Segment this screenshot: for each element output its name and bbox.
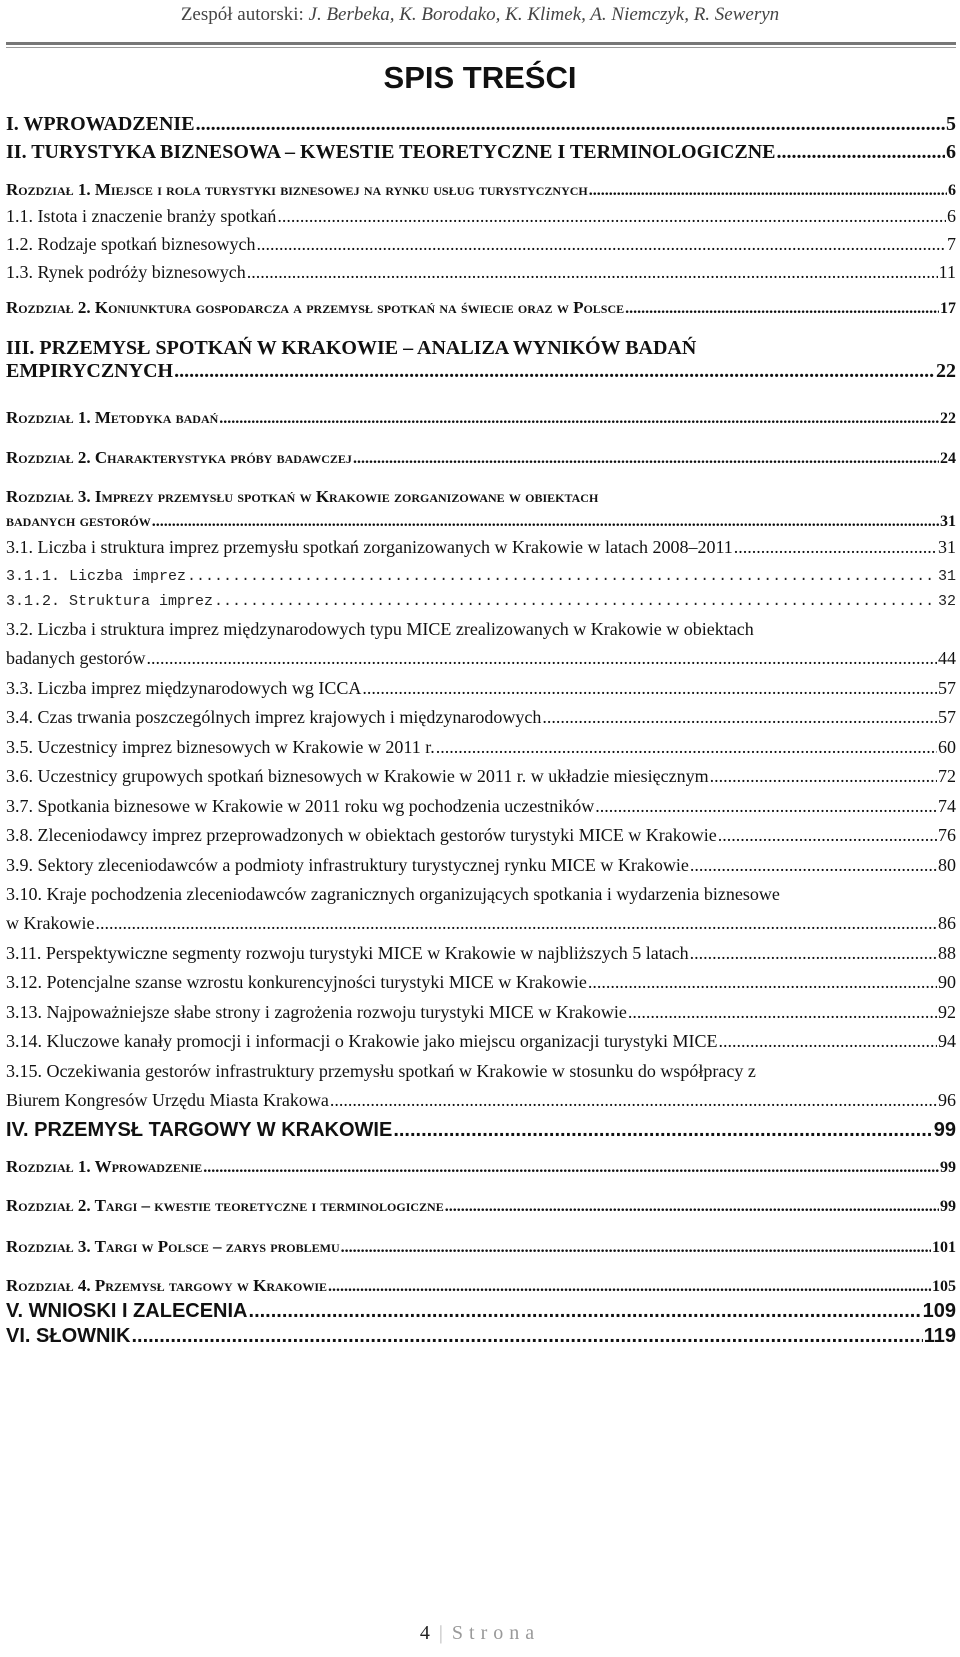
toc-entry-title: 1.2. Rodzaje spotkań biznesowych — [6, 234, 256, 254]
toc-section[interactable] — [6, 1031, 956, 1052]
toc-entry-page: 74 — [938, 796, 956, 816]
toc-chapter[interactable] — [6, 448, 956, 468]
toc-entry-page: 76 — [938, 825, 956, 845]
toc-entry-title: Rozdział 2. Charakterystyka próby badawczej — [6, 448, 352, 467]
running-header — [0, 0, 960, 40]
toc-section[interactable] — [6, 855, 956, 876]
toc-entry-page: 88 — [938, 943, 956, 963]
toc-entry-title: Rozdział 4. Przemysł targowy w Krakowie — [6, 1276, 328, 1295]
toc-section[interactable] — [6, 884, 956, 934]
toc-entry-title-line1: III. PRZEMYSŁ SPOTKAŃ W KRAKOWIE – ANALIZA WYNIKÓW BADAŃ — [6, 337, 697, 359]
header-prefix: Zespół autorski: — [180, 4, 309, 25]
toc-entry-page: 99 — [940, 1198, 956, 1215]
toc-part-6[interactable] — [6, 1325, 956, 1348]
toc-entry-title: 3.11. Perspektywiczne segmenty rozwoju turystyki MICE w Krakowie w najbliższych 5 latach — [6, 943, 689, 963]
toc-section[interactable] — [6, 972, 956, 993]
toc-entry-page: 119 — [923, 1325, 956, 1347]
toc-entry-title: badanych gestorów — [6, 511, 151, 530]
toc-entry-page: 109 — [922, 1300, 956, 1322]
header-rule-thin — [6, 47, 956, 48]
toc-entry-title: 3.9. Sektory zleceniodawców a podmioty infrastruktury turystycznej rynku MICE w Krakowie — [6, 855, 689, 875]
toc-entry-page: 96 — [938, 1090, 956, 1110]
toc-entry-page: 11 — [938, 262, 956, 282]
toc-entry-title: Rozdział 1. Metodyka badań — [6, 408, 219, 427]
toc-entry-page: 6 — [946, 141, 956, 163]
toc-entry-title: V. WNIOSKI I ZALECENIA — [6, 1300, 248, 1322]
page-footer — [0, 1622, 960, 1645]
toc-entry-page: 101 — [932, 1239, 956, 1256]
toc-entry-page: 31 — [937, 568, 956, 585]
toc-chapter[interactable] — [6, 1237, 956, 1257]
toc-entry-page: 60 — [938, 737, 956, 757]
toc-entry-title: 3.14. Kluczowe kanały promocji i informacji o Krakowie jako miejscu organizacji turystyki MICE — [6, 1031, 718, 1051]
toc-entry-page: 22 — [936, 360, 956, 382]
toc-entry-title: Rozdział 2. Koniunktura gospodarcza a przemysł spotkań na świecie oraz w Polsce — [6, 298, 625, 317]
toc-entry-page: 32 — [937, 593, 956, 610]
toc-entry-title: 3.8. Zleceniodawcy imprez przeprowadzonych w obiektach gestorów turystyki MICE w Krakowie — [6, 825, 717, 845]
toc-subsection[interactable] — [6, 568, 956, 585]
toc-entry-title: 3.12. Potencjalne szanse wzrostu konkurencyjności turystyki MICE w Krakowie — [6, 972, 587, 992]
toc-entry-title-line1: 3.2. Liczba i struktura imprez międzynarodowych typu MICE zrealizowanych w Krakowie w obiektach — [6, 619, 754, 639]
toc-entry-page: 24 — [940, 450, 956, 467]
toc-entry-title: 3.3. Liczba imprez międzynarodowych wg ICCA — [6, 678, 362, 698]
toc-part-2[interactable] — [6, 141, 956, 164]
toc-entry-page: 92 — [938, 1002, 956, 1022]
toc-entry-title-line1: 3.15. Oczekiwania gestorów infrastruktury przemysłu spotkań w Krakowie w stosunku do współpracy z — [6, 1061, 756, 1081]
toc-entry-page: 6 — [947, 206, 956, 226]
toc-entry-title: 1.3. Rynek podróży biznesowych — [6, 262, 246, 282]
toc-entry-title: 3.4. Czas trwania poszczególnych imprez krajowych i międzynarodowych — [6, 707, 542, 727]
footer-separator: | — [438, 1622, 445, 1644]
toc-entry-title: 3.13. Najpoważniejsze słabe strony i zagrożenia rozwoju turystyki MICE w Krakowie — [6, 1002, 627, 1022]
toc-chapter[interactable] — [6, 1276, 956, 1296]
toc-part-1[interactable] — [6, 113, 956, 136]
toc-section[interactable] — [6, 619, 956, 669]
toc-entry-title: II. TURYSTYKA BIZNESOWA – KWESTIE TEORETYCZNE I TERMINOLOGICZNE — [6, 141, 776, 163]
toc-entry-title: 3.1. Liczba i struktura imprez przemysłu spotkań zorganizowanych w Krakowie w latach 2008–2011 — [6, 537, 733, 557]
toc-section[interactable] — [6, 678, 956, 699]
toc-entry-page: 31 — [938, 537, 956, 557]
toc-subsection[interactable] — [6, 593, 956, 610]
toc-section[interactable] — [6, 943, 956, 964]
toc-entry-page: 72 — [938, 766, 956, 786]
toc-entry-title: Rozdział 1. Wprowadzenie — [6, 1157, 203, 1176]
toc-part-5[interactable] — [6, 1300, 956, 1323]
toc-entry-page: 105 — [932, 1278, 956, 1295]
toc-entry-page: 44 — [938, 648, 956, 668]
footer-label: Strona — [451, 1622, 541, 1644]
toc-entry-page: 94 — [938, 1031, 956, 1051]
toc-entry-title: 3.1.2. Struktura imprez — [6, 593, 214, 610]
toc-section[interactable] — [6, 262, 956, 283]
toc-entry-page: 90 — [938, 972, 956, 992]
toc-entry-page: 99 — [933, 1119, 956, 1141]
toc-entry-title: 3.1.1. Liczba imprez — [6, 568, 187, 585]
toc-entry-page: 7 — [947, 234, 956, 254]
toc-section[interactable] — [6, 825, 956, 846]
toc-section[interactable] — [6, 737, 956, 758]
toc-section[interactable] — [6, 234, 956, 255]
toc-chapter[interactable] — [6, 298, 956, 318]
header-authors: J. Berbeka, K. Borodako, K. Klimek, A. Niemczyk, R. Seweryn — [308, 4, 780, 25]
toc-entry-title: IV. PRZEMYSŁ TARGOWY W KRAKOWIE — [6, 1119, 393, 1141]
toc-entry-page: 22 — [940, 410, 956, 427]
toc-entry-title: 3.7. Spotkania biznesowe w Krakowie w 2011 roku wg pochodzenia uczestników — [6, 796, 595, 816]
toc-section[interactable] — [6, 1002, 956, 1023]
toc-chapter[interactable] — [6, 487, 956, 531]
toc-entry-page: 6 — [948, 182, 956, 199]
toc-section[interactable] — [6, 206, 956, 227]
toc-entry-page: 31 — [940, 513, 956, 530]
toc-entry-title: 1.1. Istota i znaczenie branży spotkań — [6, 206, 277, 226]
toc-section[interactable] — [6, 766, 956, 787]
toc-entry-title: VI. SŁOWNIK — [6, 1325, 131, 1347]
toc-entry-title: badanych gestorów — [6, 648, 146, 668]
toc-chapter[interactable] — [6, 1157, 956, 1177]
toc-section[interactable] — [6, 1061, 956, 1111]
toc-section[interactable] — [6, 707, 956, 728]
toc-chapter[interactable] — [6, 1196, 956, 1216]
toc-entry-title: Rozdział 1. Miejsce i rola turystyki biznesowej na rynku usług turystycznych — [6, 180, 588, 199]
toc-entry-title: w Krakowie — [6, 913, 95, 933]
toc-entry-page: 80 — [938, 855, 956, 875]
toc-entry-title: Rozdział 2. Targi – kwestie teoretyczne i terminologiczne — [6, 1196, 444, 1215]
toc-entry-title: EMPIRYCZNYCH — [6, 360, 174, 382]
toc-entry-title-line1: 3.10. Kraje pochodzenia zleceniodawców zagranicznych organizujących spotkania i wydarzenia biznesowe — [6, 884, 780, 904]
toc-entry-page: 57 — [938, 678, 956, 698]
toc-entry-title: 3.6. Uczestnicy grupowych spotkań biznesowych w Krakowie w 2011 r. w układzie miesięcznym — [6, 766, 709, 786]
toc-section[interactable] — [6, 796, 956, 817]
toc-entry-title: Biurem Kongresów Urzędu Miasta Krakowa — [6, 1090, 329, 1110]
page-title: SPIS TREŚCI — [383, 60, 577, 95]
toc-entry-title: Rozdział 3. Targi w Polsce – zarys problemu — [6, 1237, 340, 1256]
toc-part-3[interactable] — [6, 337, 956, 383]
header-rule — [6, 42, 956, 45]
toc-entry-page: 86 — [938, 913, 956, 933]
toc-section[interactable] — [6, 537, 956, 558]
toc-entry-page: 57 — [938, 707, 956, 727]
toc-entry-page: 99 — [940, 1159, 956, 1176]
toc-part-4[interactable] — [6, 1119, 956, 1142]
toc-entry-title: I. WPROWADZENIE — [6, 113, 195, 135]
toc-entry-title: 3.5. Uczestnicy imprez biznesowych w Krakowie w 2011 r. — [6, 737, 435, 757]
footer-page-number: 4 — [419, 1622, 432, 1644]
toc-chapter[interactable] — [6, 408, 956, 428]
toc-entry-page: 5 — [946, 113, 956, 135]
toc-chapter[interactable] — [6, 180, 956, 200]
toc-entry-title-line1: Rozdział 3. Imprezy przemysłu spotkań w Krakowie zorganizowane w obiektach — [6, 487, 599, 506]
toc-entry-page: 17 — [940, 300, 956, 317]
